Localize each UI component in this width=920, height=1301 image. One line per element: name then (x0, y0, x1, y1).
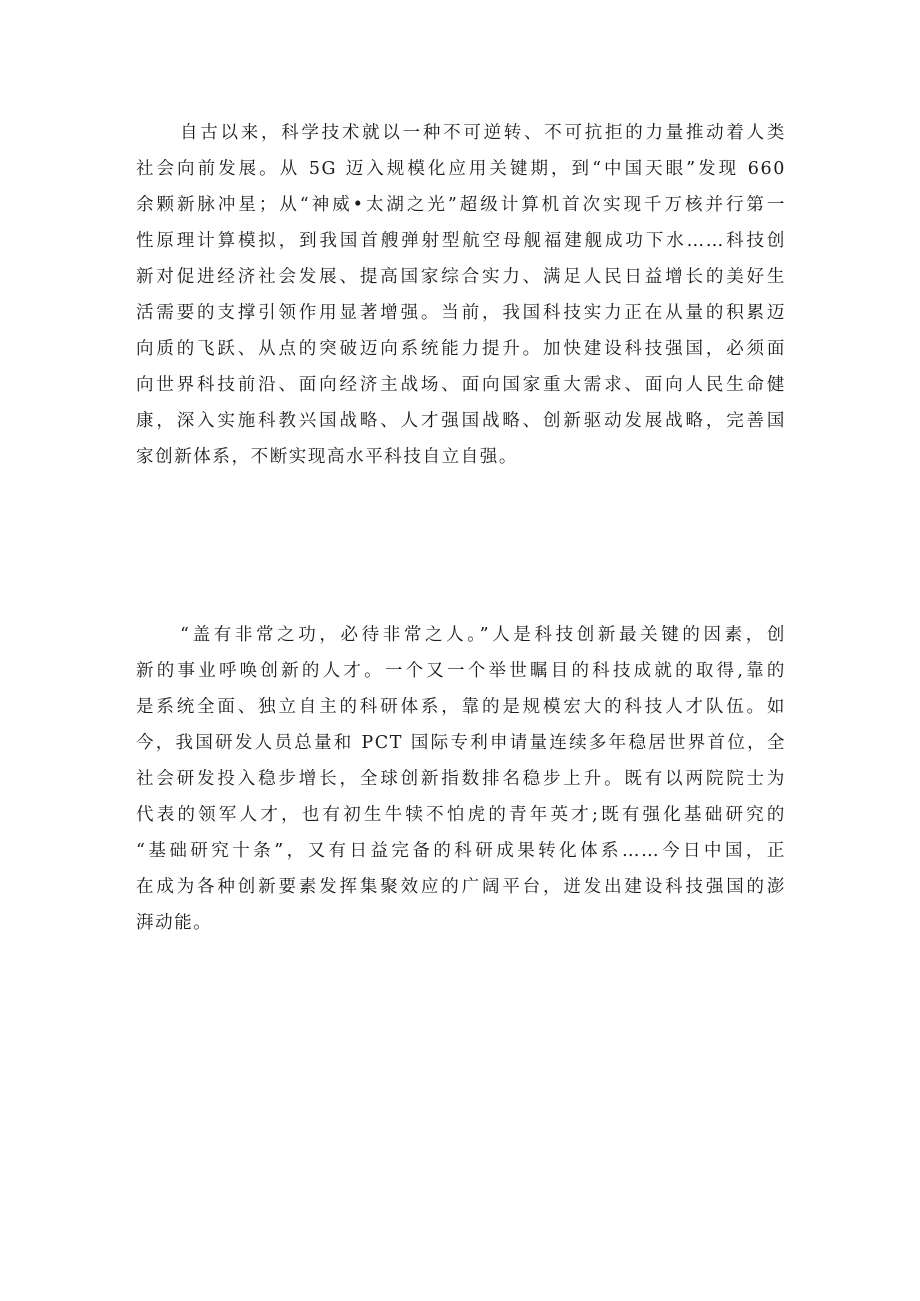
text-line: 社会向前发展。从 5G 迈入规模化应用关键期，到“中国天眼”发现 660 (136, 159, 786, 179)
text-line: 新的事业呼唤创新的人才。一个又一个举世瞩目的科技成就的取得,靠的 (136, 661, 786, 681)
text-line: 活需要的支撑引领作用显著增强。当前，我国科技实力正在从量的积累迈 (136, 303, 786, 323)
text-line: 代表的领军人才，也有初生牛犊不怕虎的青年英才;既有强化基础研究的 (136, 805, 786, 825)
text-line: 是系统全面、独立自主的科研体系，靠的是规模宏大的科技人才队伍。如 (136, 697, 786, 717)
text-line: 自古以来，科学技术就以一种不可逆转、不可抗拒的力量推动着人类 (180, 123, 786, 143)
text-line: 湃动能。 (136, 913, 213, 933)
text-line: 在成为各种创新要素发挥集聚效应的广阔平台，迸发出建设科技强国的澎 (136, 877, 786, 897)
text-line: 向世界科技前沿、面向经济主战场、面向国家重大需求、面向人民生命健 (136, 375, 786, 395)
text-line: 社会研发投入稳步增长，全球创新指数排名稳步上升。既有以两院院士为 (136, 769, 786, 789)
paragraph-talent (136, 617, 786, 941)
text-line: 性原理计算模拟，到我国首艘弹射型航空母舰福建舰成功下水……科技创 (136, 231, 786, 251)
text-line: 新对促进经济社会发展、提高国家综合实力、满足人民日益增长的美好生 (136, 267, 786, 287)
text-line: 康，深入实施科教兴国战略、人才强国战略、创新驱动发展战略，完善国 (136, 411, 786, 431)
paragraph-science-progress (136, 115, 786, 475)
text-line: 家创新体系，不断实现高水平科技自立自强。 (136, 447, 518, 467)
text-line: 余颗新脉冲星；从“神威•太湖之光”超级计算机首次实现千万核并行第一 (136, 195, 786, 215)
text-line: 向质的飞跃、从点的突破迈向系统能力提升。加快建设科技强国，必须面 (136, 339, 786, 359)
text-line: “基础研究十条”，又有日益完备的科研成果转化体系……今日中国，正 (136, 841, 786, 861)
text-line: 今，我国研发人员总量和 PCT 国际专利申请量连续多年稳居世界首位，全 (136, 733, 786, 753)
text-line: “盖有非常之功，必待非常之人。”人是科技创新最关键的因素，创 (180, 625, 786, 645)
